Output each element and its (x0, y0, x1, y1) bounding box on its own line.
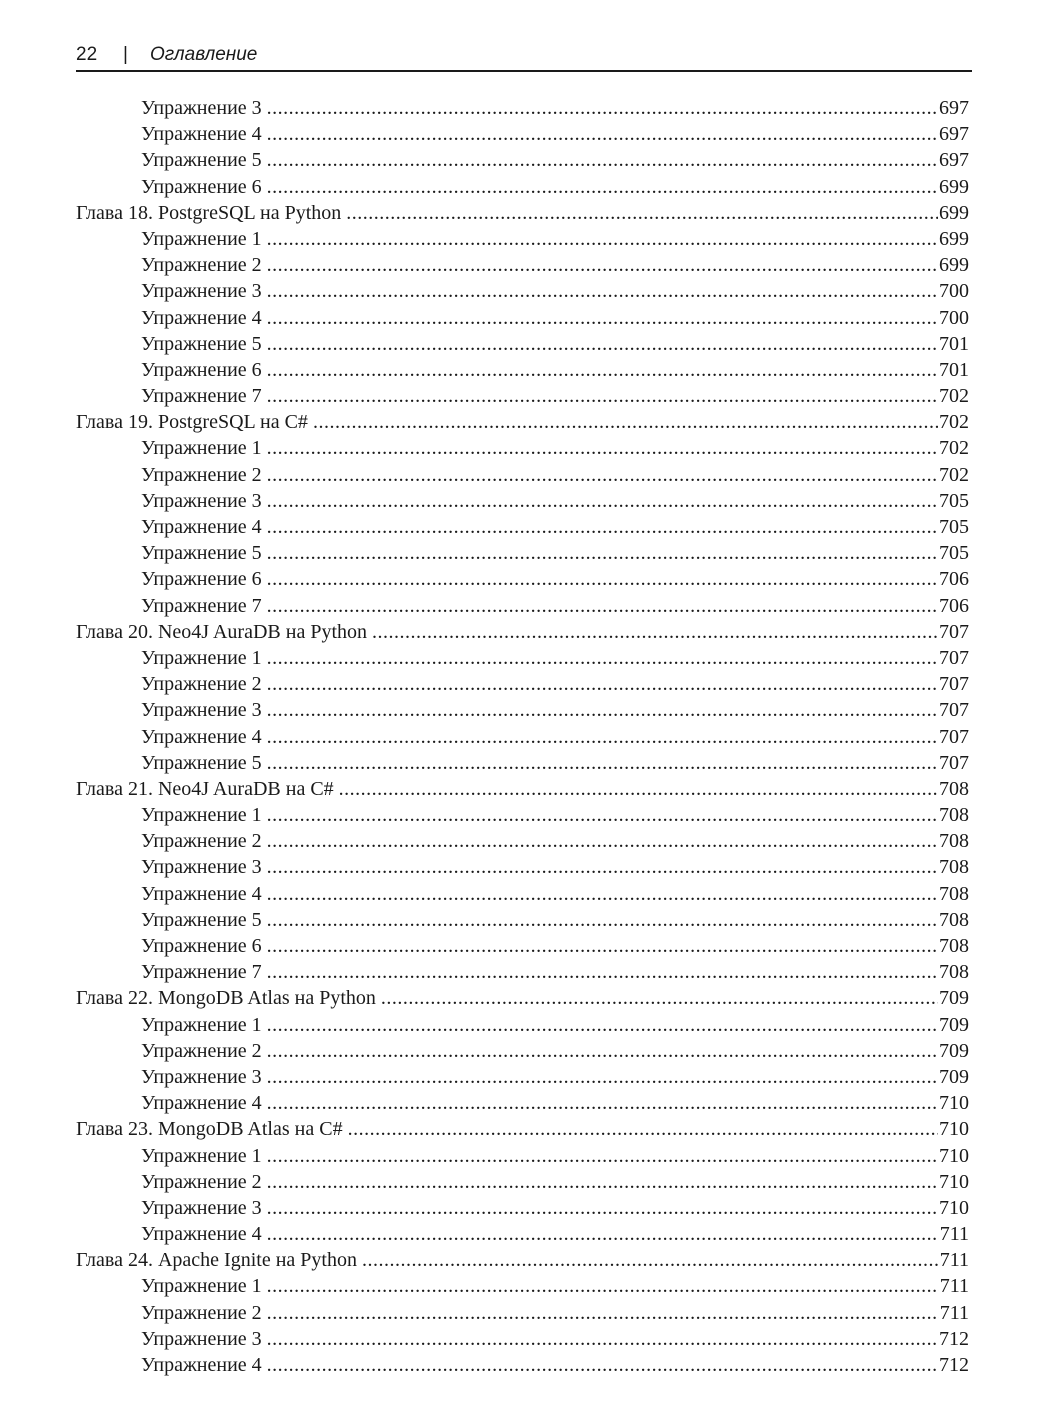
toc-exercise-entry (76, 1273, 969, 1299)
toc-entry-page: 710 (939, 1092, 969, 1115)
toc-exercise-entry (76, 1038, 969, 1064)
toc-entry-page: 705 (939, 542, 969, 565)
toc-entry-title: Упражнение 2 (141, 1301, 262, 1324)
toc-entry-page: 707 (939, 620, 969, 643)
dot-leader (267, 1300, 939, 1326)
toc-entry-title: Упражнение 2 (141, 1170, 262, 1193)
toc-entry-page: 707 (939, 699, 969, 722)
toc-entry-title: Упражнение 1 (141, 1275, 262, 1298)
toc-entry-title: Упражнение 3 (141, 856, 262, 879)
dot-leader (267, 1326, 938, 1352)
toc-exercise-entry (76, 959, 969, 985)
toc-entry-title: Упражнение 2 (141, 1039, 262, 1062)
dot-leader (267, 724, 938, 750)
dot-leader (267, 645, 938, 671)
dot-leader (267, 1012, 938, 1038)
toc-chapter-entry (76, 1116, 969, 1142)
toc-exercise-entry (76, 226, 969, 252)
toc-exercise-entry (76, 540, 969, 566)
toc-exercise-entry (76, 593, 969, 619)
toc-entry-title: Упражнение 3 (141, 97, 262, 119)
toc-entry-page: 708 (939, 961, 969, 984)
toc-entry-title: Упражнение 3 (141, 1196, 262, 1219)
toc-exercise-entry (76, 95, 969, 121)
toc-exercise-entry (76, 697, 969, 723)
toc-entry-title: Упражнение 1 (141, 646, 262, 669)
toc-exercise-entry (76, 462, 969, 488)
toc-entry-page: 710 (939, 1144, 969, 1167)
toc-chapter-entry (76, 1247, 969, 1273)
toc-exercise-entry (76, 252, 969, 278)
toc-entry-page: 709 (939, 1039, 969, 1062)
toc-entry-title: Упражнение 6 (141, 568, 262, 591)
toc-exercise-entry (76, 278, 969, 304)
toc-entry-title: Упражнение 4 (141, 516, 262, 538)
section-title: Оглавление (150, 44, 258, 65)
toc-entry-page: 699 (939, 175, 969, 198)
toc-entry-title: Упражнение 5 (141, 908, 262, 931)
toc-exercise-entry (76, 488, 969, 514)
toc-entry-page: 706 (939, 568, 969, 591)
toc-entry-page: 699 (939, 201, 969, 224)
toc-exercise-entry (76, 750, 969, 776)
toc-entry-title: Упражнение 1 (141, 804, 262, 827)
toc-chapter-entry (76, 776, 969, 802)
toc-entry-page: 702 (939, 437, 969, 460)
dot-leader (267, 1221, 939, 1247)
toc-exercise-entry (76, 671, 969, 697)
dot-leader (267, 959, 938, 985)
dot-leader (267, 514, 938, 540)
toc-exercise-entry (76, 1326, 969, 1352)
toc-entry-page: 700 (939, 280, 969, 303)
toc-entry-title: Упражнение 4 (141, 123, 262, 146)
toc-exercise-entry (76, 147, 969, 173)
toc-entry-page: 697 (939, 123, 969, 146)
toc-exercise-entry (76, 121, 969, 147)
toc-exercise-entry (76, 1090, 969, 1116)
running-header (76, 44, 972, 72)
toc-exercise-entry (76, 435, 969, 461)
toc-entry-title: Глава 18. PostgreSQL на Python (76, 201, 342, 224)
toc-exercise-entry (76, 1064, 969, 1090)
toc-entry-title: Упражнение 7 (141, 385, 262, 408)
toc-entry-title: Упражнение 3 (141, 489, 262, 512)
dot-leader (267, 828, 938, 854)
toc-entry-title: Упражнение 4 (141, 725, 262, 748)
toc-exercise-entry (76, 1352, 969, 1378)
toc-entry-page: 709 (939, 1065, 969, 1088)
toc-entry-title: Упражнение 1 (141, 227, 262, 250)
toc-exercise-entry (76, 854, 969, 880)
dot-leader (267, 383, 938, 409)
toc-entry-page: 711 (939, 1275, 969, 1298)
toc-exercise-entry (76, 802, 969, 828)
toc-exercise-entry (76, 1169, 969, 1195)
toc-entry-title: Упражнение 2 (141, 830, 262, 853)
toc-entry-page: 702 (939, 463, 969, 486)
toc-exercise-entry (76, 933, 969, 959)
toc-entry-page: 710 (939, 1196, 969, 1219)
dot-leader (267, 1064, 938, 1090)
toc-entry-title: Глава 23. MongoDB Atlas на C# (76, 1118, 343, 1141)
toc-entry-title: Упражнение 5 (141, 542, 262, 565)
dot-leader (267, 278, 938, 304)
dot-leader (267, 121, 938, 147)
toc-entry-title: Упражнение 6 (141, 935, 262, 957)
dot-leader (267, 802, 938, 828)
dot-leader (267, 671, 938, 697)
toc-entry-page: 712 (939, 1354, 969, 1376)
toc-entry-title: Упражнение 1 (141, 1144, 262, 1167)
dot-leader (267, 147, 938, 173)
toc-entry-title: Упражнение 2 (141, 463, 262, 486)
toc-entry-page: 707 (939, 673, 969, 696)
dot-leader (267, 1169, 938, 1195)
toc-entry-page: 711 (939, 1301, 969, 1324)
dot-leader (267, 933, 938, 959)
toc-entry-page: 711 (939, 1249, 969, 1272)
dot-leader (362, 1247, 939, 1273)
dot-leader (339, 776, 938, 802)
toc-entry-page: 708 (939, 856, 969, 879)
dot-leader (346, 200, 938, 226)
toc-entry-title: Упражнение 4 (141, 1092, 262, 1115)
toc-entry-title: Упражнение 3 (141, 699, 262, 722)
dot-leader (267, 305, 938, 331)
toc-chapter-entry (76, 985, 969, 1011)
dot-leader (381, 985, 938, 1011)
toc-entry-title: Глава 22. MongoDB Atlas на Python (76, 987, 376, 1010)
toc-entry-page: 705 (939, 489, 969, 512)
toc-entry-page: 708 (939, 935, 969, 957)
dot-leader (348, 1116, 938, 1142)
dot-leader (267, 95, 938, 121)
header-separator: | (123, 44, 128, 65)
toc-entry-page: 701 (939, 358, 969, 381)
toc-entry-page: 707 (939, 725, 969, 748)
dot-leader (267, 1195, 938, 1221)
toc-entry-page: 712 (939, 1327, 969, 1350)
toc-exercise-entry (76, 1300, 969, 1326)
toc-exercise-entry (76, 514, 969, 540)
toc-entry-page: 708 (939, 804, 969, 827)
toc-entry-page: 705 (939, 516, 969, 538)
toc-exercise-entry (76, 1143, 969, 1169)
dot-leader (267, 462, 938, 488)
dot-leader (267, 1273, 939, 1299)
toc-entry-page: 697 (939, 97, 969, 119)
toc-entry-page: 711 (939, 1223, 969, 1246)
dot-leader (372, 619, 938, 645)
dot-leader (267, 1143, 938, 1169)
toc-exercise-entry (76, 174, 969, 200)
toc-entry-page: 707 (939, 751, 969, 774)
dot-leader (267, 881, 938, 907)
toc-exercise-entry (76, 331, 969, 357)
toc-entry-page: 700 (939, 306, 969, 329)
dot-leader (267, 697, 938, 723)
toc-entry-title: Упражнение 3 (141, 280, 262, 303)
dot-leader (267, 357, 938, 383)
toc-exercise-entry (76, 907, 969, 933)
toc-exercise-entry (76, 566, 969, 592)
dot-leader (267, 435, 938, 461)
toc-entry-title: Упражнение 4 (141, 1354, 262, 1376)
toc-exercise-entry (76, 828, 969, 854)
toc-entry-title: Упражнение 5 (141, 751, 262, 774)
dot-leader (267, 174, 938, 200)
toc-entry-title: Упражнение 1 (141, 437, 262, 460)
dot-leader (267, 750, 938, 776)
toc-entry-title: Упражнение 6 (141, 175, 262, 198)
toc-entry-page: 706 (939, 594, 969, 617)
toc-exercise-entry (76, 383, 969, 409)
toc-entry-page: 708 (939, 777, 969, 800)
toc-entry-page: 702 (939, 411, 969, 434)
toc-exercise-entry (76, 724, 969, 750)
toc-entry-title: Упражнение 4 (141, 882, 262, 905)
toc-entry-page: 708 (939, 908, 969, 931)
toc-chapter-entry (76, 409, 969, 435)
toc-entry-title: Упражнение 4 (141, 1223, 262, 1246)
table-of-contents (76, 95, 969, 1378)
dot-leader (267, 1090, 938, 1116)
toc-entry-page: 702 (939, 385, 969, 408)
dot-leader (267, 1038, 938, 1064)
toc-entry-title: Глава 19. PostgreSQL на C# (76, 411, 308, 434)
toc-entry-page: 710 (939, 1118, 969, 1141)
toc-exercise-entry (76, 305, 969, 331)
dot-leader (267, 566, 938, 592)
toc-exercise-entry (76, 881, 969, 907)
toc-entry-page: 708 (939, 882, 969, 905)
toc-exercise-entry (76, 357, 969, 383)
dot-leader (267, 907, 938, 933)
toc-exercise-entry (76, 645, 969, 671)
toc-exercise-entry (76, 1012, 969, 1038)
toc-chapter-entry (76, 200, 969, 226)
toc-entry-title: Упражнение 7 (141, 594, 262, 617)
toc-entry-page: 707 (939, 646, 969, 669)
toc-entry-page: 699 (939, 254, 969, 277)
toc-entry-page: 710 (939, 1170, 969, 1193)
toc-entry-title: Упражнение 3 (141, 1327, 262, 1350)
toc-entry-page: 697 (939, 149, 969, 172)
dot-leader (267, 488, 938, 514)
toc-entry-title: Упражнение 2 (141, 673, 262, 696)
toc-exercise-entry (76, 1195, 969, 1221)
toc-entry-page: 709 (939, 987, 969, 1010)
dot-leader (267, 226, 938, 252)
toc-entry-title: Глава 20. Neo4J AuraDB на Python (76, 620, 367, 643)
dot-leader (267, 540, 938, 566)
dot-leader (267, 593, 938, 619)
toc-entry-page: 701 (939, 332, 969, 355)
dot-leader (267, 331, 938, 357)
toc-entry-title: Упражнение 5 (141, 149, 262, 172)
toc-entry-title: Упражнение 2 (141, 254, 262, 277)
page-number: 22 (76, 44, 98, 65)
toc-entry-page: 699 (939, 227, 969, 250)
toc-entry-title: Глава 21. Neo4J AuraDB на C# (76, 777, 334, 800)
dot-leader (267, 252, 938, 278)
toc-entry-title: Упражнение 7 (141, 961, 262, 984)
toc-chapter-entry (76, 619, 969, 645)
toc-entry-title: Упражнение 4 (141, 306, 262, 329)
toc-entry-title: Упражнение 5 (141, 332, 262, 355)
toc-entry-title: Упражнение 1 (141, 1013, 262, 1036)
toc-entry-page: 708 (939, 830, 969, 853)
toc-entry-title: Глава 24. Apache Ignite на Python (76, 1249, 357, 1272)
toc-entry-page: 709 (939, 1013, 969, 1036)
dot-leader (267, 854, 938, 880)
dot-leader (313, 409, 938, 435)
toc-entry-title: Упражнение 3 (141, 1065, 262, 1088)
toc-exercise-entry (76, 1221, 969, 1247)
dot-leader (267, 1352, 938, 1378)
toc-entry-title: Упражнение 6 (141, 358, 262, 381)
